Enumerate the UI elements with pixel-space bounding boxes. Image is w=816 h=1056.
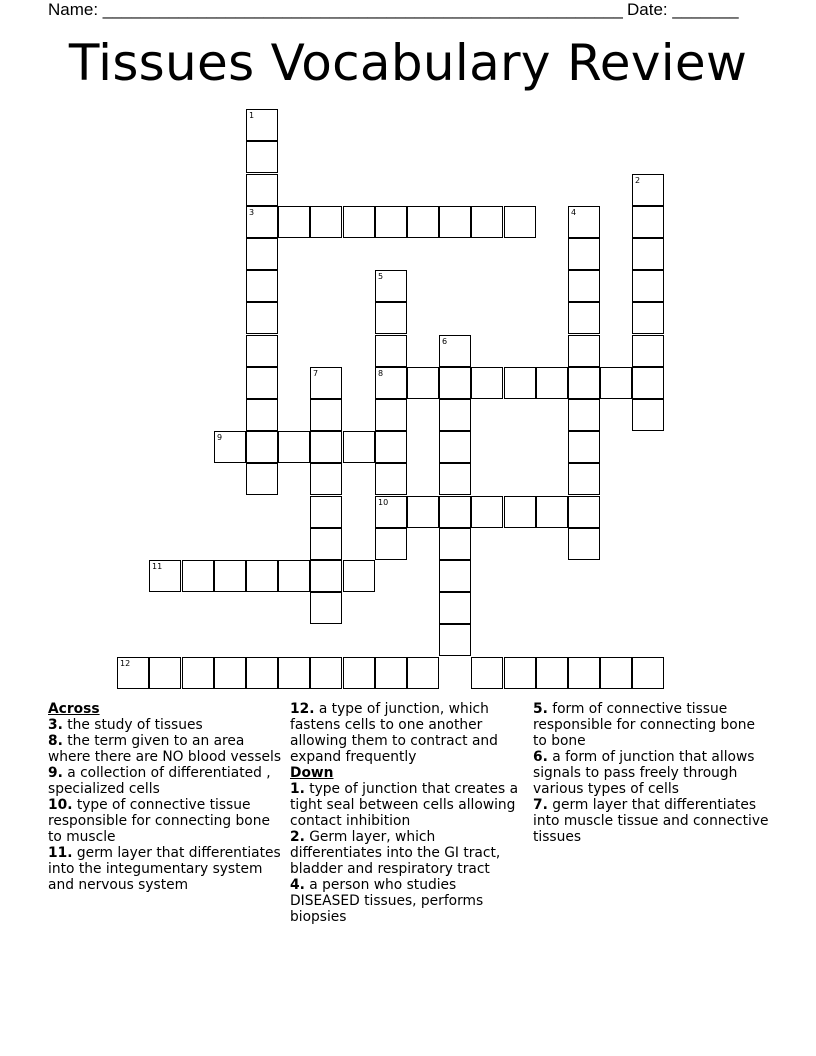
down-clue: 5. form of connective tissue responsible for connecting bone to bone: [533, 701, 755, 749]
down-clue: 1. type of junction that creates a tight seal between cells allowing contact inhibition: [290, 781, 519, 829]
crossword-cell[interactable]: [568, 367, 600, 399]
crossword-cell[interactable]: [375, 335, 407, 367]
crossword-cell[interactable]: [504, 206, 536, 238]
crossword-cell[interactable]: [439, 367, 471, 399]
crossword-cell[interactable]: [246, 657, 278, 689]
crossword-cell[interactable]: [310, 560, 342, 592]
crossword-cell[interactable]: [375, 496, 407, 528]
crossword-cell[interactable]: [504, 496, 536, 528]
crossword-cell[interactable]: [471, 657, 503, 689]
crossword-cell[interactable]: [246, 335, 278, 367]
crossword-cell[interactable]: [568, 496, 600, 528]
crossword-cell[interactable]: [343, 560, 375, 592]
crossword-cell[interactable]: [375, 399, 407, 431]
down-heading: Down: [290, 765, 334, 781]
crossword-cell[interactable]: [632, 174, 664, 206]
crossword-cell[interactable]: [343, 206, 375, 238]
crossword-cell[interactable]: [375, 528, 407, 560]
across-clue: 9. a collection of differentiated , specialized cells: [48, 765, 271, 797]
crossword-cell[interactable]: [246, 463, 278, 495]
crossword-cell[interactable]: [182, 560, 214, 592]
crossword-cell[interactable]: [568, 270, 600, 302]
crossword-cell[interactable]: [439, 528, 471, 560]
crossword-cell[interactable]: [632, 335, 664, 367]
crossword-cell[interactable]: [407, 496, 439, 528]
page-title: Tissues Vocabulary Review: [68, 34, 748, 92]
crossword-cell[interactable]: [149, 560, 181, 592]
clue-number: 10: [378, 498, 389, 507]
crossword-cell[interactable]: [117, 657, 149, 689]
crossword-cell[interactable]: [310, 367, 342, 399]
crossword-cell[interactable]: [310, 206, 342, 238]
crossword-cell[interactable]: [246, 270, 278, 302]
crossword-cell[interactable]: [632, 206, 664, 238]
crossword-cell[interactable]: [568, 528, 600, 560]
crossword-cell[interactable]: [246, 302, 278, 334]
crossword-cell[interactable]: [375, 463, 407, 495]
crossword-cell[interactable]: [246, 174, 278, 206]
across-clue: 10. type of connective tissue responsible for connecting bone to muscle: [48, 797, 270, 845]
clue-number: 12: [120, 659, 131, 668]
crossword-cell[interactable]: [246, 399, 278, 431]
crossword-cell[interactable]: [310, 431, 342, 463]
clue-number: 4: [571, 208, 577, 217]
crossword-cell[interactable]: [568, 335, 600, 367]
crossword-cell[interactable]: [278, 206, 310, 238]
crossword-cell[interactable]: [310, 399, 342, 431]
crossword-cell[interactable]: [439, 335, 471, 367]
crossword-cell[interactable]: [536, 496, 568, 528]
crossword-cell[interactable]: [632, 270, 664, 302]
crossword-cell[interactable]: [439, 206, 471, 238]
crossword-cell[interactable]: [504, 657, 536, 689]
crossword-cell[interactable]: [407, 657, 439, 689]
crossword-cell[interactable]: [632, 238, 664, 270]
crossword-cell[interactable]: [536, 367, 568, 399]
clue-number: 6: [442, 337, 448, 346]
across-clue: 8. the term given to an area where there are NO blood vessels: [48, 733, 282, 765]
clue-number: 8: [378, 369, 384, 378]
clue-number: 5: [378, 272, 384, 281]
down-clue: 6. a form of junction that allows signals to pass freely through various types of cells: [533, 749, 755, 797]
crossword-cell[interactable]: [375, 431, 407, 463]
crossword-cell[interactable]: [246, 367, 278, 399]
crossword-cell[interactable]: [568, 399, 600, 431]
crossword-cell[interactable]: [471, 367, 503, 399]
crossword-cell[interactable]: [214, 431, 246, 463]
crossword-cell[interactable]: [439, 463, 471, 495]
crossword-cell[interactable]: [439, 560, 471, 592]
crossword-cell[interactable]: [375, 367, 407, 399]
crossword-cell[interactable]: [278, 431, 310, 463]
down-clue: 4. a person who studies DISEASED tissues, performs biopsies: [290, 877, 484, 925]
crossword-cell[interactable]: [471, 206, 503, 238]
crossword-cell[interactable]: [375, 302, 407, 334]
crossword-cell[interactable]: [310, 463, 342, 495]
name-field-label: Name: _______________________________________________________: [48, 0, 623, 19]
crossword-cell[interactable]: [310, 657, 342, 689]
crossword-cell[interactable]: [632, 657, 664, 689]
crossword-cell[interactable]: [568, 206, 600, 238]
crossword-cell[interactable]: [182, 657, 214, 689]
crossword-cell[interactable]: [407, 367, 439, 399]
clue-number: 2: [635, 176, 641, 185]
crossword-cell[interactable]: [343, 431, 375, 463]
crossword-cell[interactable]: [407, 206, 439, 238]
crossword-cell[interactable]: [278, 560, 310, 592]
crossword-cell[interactable]: [246, 109, 278, 141]
crossword-cell[interactable]: [278, 657, 310, 689]
crossword-cell[interactable]: [310, 496, 342, 528]
crossword-cell[interactable]: [246, 238, 278, 270]
crossword-cell[interactable]: [310, 528, 342, 560]
crossword-cell[interactable]: [439, 624, 471, 656]
clue-number: 9: [217, 433, 223, 442]
clues-column-2: [290, 701, 526, 925]
clue-number: 7: [313, 369, 319, 378]
crossword-cell[interactable]: [375, 657, 407, 689]
clue-number: 3: [249, 208, 255, 217]
crossword-cell[interactable]: [149, 657, 181, 689]
crossword-cell[interactable]: [214, 560, 246, 592]
across-clue: 12. a type of junction, which fastens cells to one another allowing them to contract and expand frequently: [290, 701, 498, 765]
crossword-cell[interactable]: [568, 463, 600, 495]
crossword-cell[interactable]: [471, 496, 503, 528]
crossword-cell[interactable]: [439, 399, 471, 431]
crossword-cell[interactable]: [439, 431, 471, 463]
crossword-cell[interactable]: [536, 657, 568, 689]
down-clue: 7. germ layer that differentiates into muscle tissue and connective tissues: [533, 797, 769, 845]
crossword-cell[interactable]: [439, 496, 471, 528]
crossword-cell[interactable]: [632, 302, 664, 334]
crossword-cell[interactable]: [568, 302, 600, 334]
clue-number: 1: [249, 111, 255, 120]
clues-column-1: [48, 701, 284, 893]
down-clue: 2. Germ layer, which differentiates into the GI tract, bladder and respiratory tract: [290, 829, 501, 877]
crossword-cell[interactable]: [600, 367, 632, 399]
crossword-cell[interactable]: [246, 560, 278, 592]
crossword-cell[interactable]: [214, 657, 246, 689]
across-clue: 11. germ layer that differentiates into the integumentary system and nervous system: [48, 845, 281, 893]
date-field-label: Date: _______: [627, 0, 739, 19]
crossword-cell[interactable]: [439, 592, 471, 624]
across-heading: Across: [48, 701, 100, 717]
crossword-cell[interactable]: [504, 367, 536, 399]
crossword-cell[interactable]: [310, 592, 342, 624]
crossword-cell[interactable]: [343, 657, 375, 689]
crossword-cell[interactable]: [246, 206, 278, 238]
crossword-cell[interactable]: [246, 141, 278, 173]
crossword-cell[interactable]: [568, 431, 600, 463]
crossword-cell[interactable]: [246, 431, 278, 463]
crossword-cell[interactable]: [632, 399, 664, 431]
crossword-cell[interactable]: [375, 206, 407, 238]
crossword-cell[interactable]: [632, 367, 664, 399]
crossword-cell[interactable]: [600, 657, 632, 689]
clues-column-3: [533, 701, 773, 845]
clue-number: 11: [152, 562, 163, 571]
crossword-cell[interactable]: [568, 657, 600, 689]
across-clue: 3. the study of tissues: [48, 717, 203, 733]
crossword-cell[interactable]: [568, 238, 600, 270]
crossword-cell[interactable]: [375, 270, 407, 302]
